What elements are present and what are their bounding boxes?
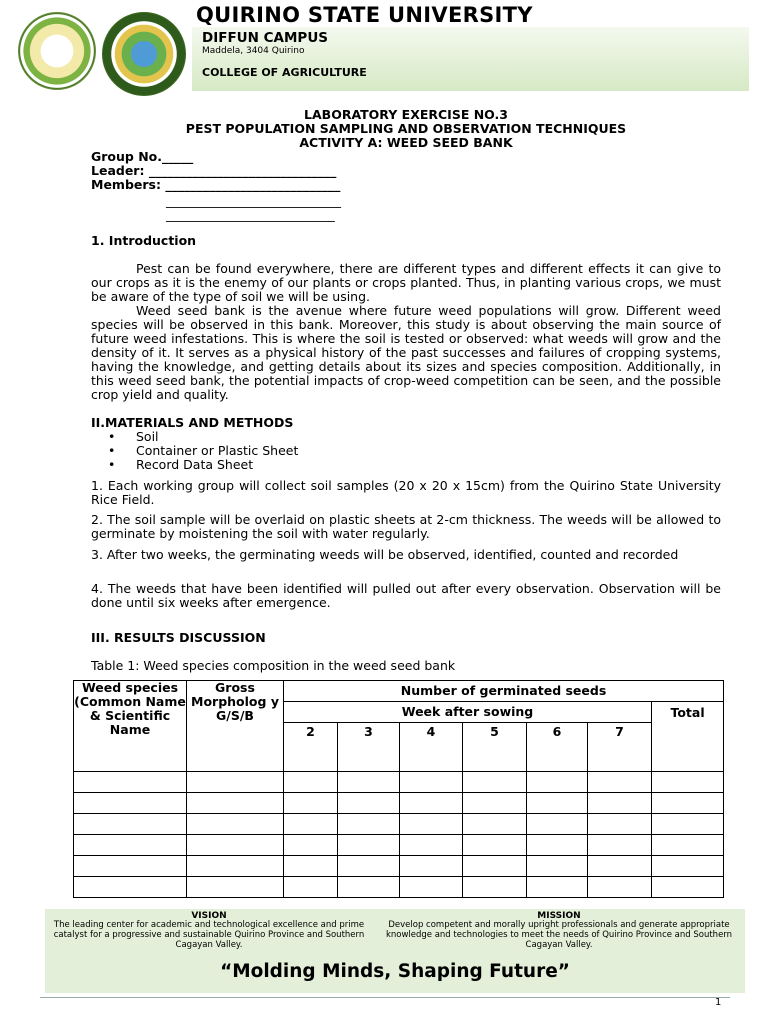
- table-cell[interactable]: [588, 772, 652, 793]
- header-germinated-seeds: Number of germinated seeds: [284, 681, 724, 702]
- table-cell[interactable]: [187, 793, 284, 814]
- college-seal-logo: [102, 12, 186, 96]
- campus-address: Maddela, 3404 Quirino: [202, 46, 305, 56]
- page-number: 1: [715, 997, 722, 1008]
- materials-list-item: • Container or Plastic Sheet: [108, 444, 298, 458]
- exercise-subtitle: PEST POPULATION SAMPLING AND OBSERVATION TECHNIQUES: [185, 121, 627, 136]
- table-cell[interactable]: [74, 835, 187, 856]
- header-week-number: 2: [284, 723, 338, 772]
- activity-title: ACTIVITY A: WEED SEED BANK: [299, 135, 513, 150]
- table-cell[interactable]: [463, 835, 527, 856]
- mission-title: MISSION: [537, 911, 581, 921]
- table-cell[interactable]: [652, 856, 724, 877]
- method-step: 2. The soil sample will be overlaid on plastic sheets at 2-cm thickness. The weeds will be allowed to germinate by moistening the soil with water regularly.: [91, 512, 721, 541]
- table-cell[interactable]: [338, 835, 400, 856]
- table-cell[interactable]: [187, 814, 284, 835]
- table-cell[interactable]: [527, 835, 588, 856]
- table-caption: Table 1: Weed species composition in the weed seed bank: [91, 658, 456, 673]
- footer-divider: [40, 997, 730, 998]
- table-cell[interactable]: [527, 856, 588, 877]
- table-cell[interactable]: [284, 793, 338, 814]
- table-cell[interactable]: [400, 856, 463, 877]
- table-cell[interactable]: [400, 835, 463, 856]
- members-line: Members: ____________________________: [91, 177, 341, 192]
- method-step: 1. Each working group will collect soil samples (20 x 20 x 15cm) from the Quirino State University Rice Field.: [91, 478, 721, 507]
- table-cell[interactable]: [463, 877, 527, 898]
- table-row: [74, 877, 724, 898]
- table-row: [74, 793, 724, 814]
- header-week-after-sowing: Week after sowing: [284, 702, 652, 723]
- campus-name: DIFFUN CAMPUS: [202, 30, 329, 46]
- vision-mission-footer: [45, 909, 745, 993]
- table-cell[interactable]: [187, 877, 284, 898]
- table-cell[interactable]: [463, 856, 527, 877]
- leader-line: Leader: ______________________________: [91, 163, 337, 178]
- method-step: 3. After two weeks, the germinating weeds will be observed, identified, counted and recorded: [91, 547, 679, 562]
- table-cell[interactable]: [74, 772, 187, 793]
- table-cell[interactable]: [463, 793, 527, 814]
- table-cell[interactable]: [588, 814, 652, 835]
- mission-text: Develop competent and morally upright professionals and generate appropriate knowledge and technologies to meet the needs of Quirino Province and Southern Cagayan Valley.: [385, 920, 733, 950]
- vision-title: VISION: [191, 911, 227, 921]
- table-cell[interactable]: [400, 772, 463, 793]
- table-cell[interactable]: [588, 856, 652, 877]
- table-cell[interactable]: [652, 772, 724, 793]
- table-cell[interactable]: [588, 877, 652, 898]
- table-cell[interactable]: [527, 793, 588, 814]
- college-name: COLLEGE OF AGRICULTURE: [202, 66, 367, 79]
- table-cell[interactable]: [74, 814, 187, 835]
- table-cell[interactable]: [400, 793, 463, 814]
- table-cell[interactable]: [652, 835, 724, 856]
- university-name: QUIRINO STATE UNIVERSITY: [196, 3, 533, 27]
- introduction-paragraph: Weed seed bank is the avenue where future weed populations will grow. Different weed species will be observed in this bank. Moreover, this study is about observing the main source of future weed infestations. This is where the soil is tested or observed: what weeds will grow and the density of it. It serves as a physical history of the past successes and failures of cropping systems, having the knowledge, and getting details about its sizes and species composition. Additionally, in this weed seed bank, the potential impacts of crop-weed competition can be seen, and the possible crop yield and quality.: [91, 303, 721, 402]
- table-cell[interactable]: [463, 814, 527, 835]
- results-heading: III. RESULTS DISCUSSION: [91, 630, 266, 645]
- table-cell[interactable]: [187, 772, 284, 793]
- university-motto: “Molding Minds, Shaping Future”: [220, 961, 570, 982]
- table-cell[interactable]: [284, 877, 338, 898]
- table-cell[interactable]: [527, 877, 588, 898]
- table-cell[interactable]: [400, 877, 463, 898]
- table-cell[interactable]: [74, 793, 187, 814]
- table-cell[interactable]: [652, 877, 724, 898]
- table-cell[interactable]: [284, 856, 338, 877]
- materials-list: [108, 430, 298, 472]
- university-seal-logo: [18, 12, 96, 90]
- table-row: [74, 856, 724, 877]
- table-cell[interactable]: [74, 877, 187, 898]
- introduction-paragraph: Pest can be found everywhere, there are different types and different effects it can give to our crops as it is the enemy of our plants or crops planted. Thus, in planting various crops, we must be aware of the type of soil we will be using.: [91, 261, 721, 304]
- materials-list-item: • Soil: [108, 430, 298, 444]
- table-cell[interactable]: [527, 814, 588, 835]
- table-cell[interactable]: [400, 814, 463, 835]
- table-cell[interactable]: [187, 835, 284, 856]
- table-cell[interactable]: [652, 814, 724, 835]
- table-cell[interactable]: [338, 877, 400, 898]
- header-week-number: 3: [338, 723, 400, 772]
- method-step: 4. The weeds that have been identified will pulled out after every observation. Observation will be done until six weeks after emergence.: [91, 581, 721, 610]
- table-cell[interactable]: [74, 856, 187, 877]
- table-cell[interactable]: [338, 856, 400, 877]
- table-cell[interactable]: [284, 835, 338, 856]
- table-cell[interactable]: [187, 856, 284, 877]
- vision-text: The leading center for academic and technological excellence and prime catalyst for a progressive and sustainable Quirino Province and Southern Cagayan Valley.: [53, 920, 365, 950]
- header-week-number: 4: [400, 723, 463, 772]
- materials-heading: II.MATERIALS AND METHODS: [91, 415, 294, 430]
- table-cell[interactable]: [284, 772, 338, 793]
- header-week-number: 6: [527, 723, 588, 772]
- header-total: Total: [652, 702, 724, 772]
- table-cell[interactable]: [463, 772, 527, 793]
- table-cell[interactable]: [527, 772, 588, 793]
- header-gross-morphology: Gross Morpholog y G/S/B: [187, 681, 284, 772]
- table-row: [74, 814, 724, 835]
- weed-species-table: [73, 680, 724, 898]
- materials-list-item: • Record Data Sheet: [108, 458, 298, 472]
- table-row: [74, 835, 724, 856]
- table-cell[interactable]: [588, 793, 652, 814]
- table-cell[interactable]: [338, 793, 400, 814]
- table-cell[interactable]: [338, 814, 400, 835]
- header-week-number: 5: [463, 723, 527, 772]
- table-cell[interactable]: [284, 814, 338, 835]
- members-blank-line: ____________________________: [166, 193, 341, 208]
- group-number-line: Group No._____: [91, 149, 194, 164]
- table-cell[interactable]: [338, 772, 400, 793]
- table-row: [74, 772, 724, 793]
- table-cell[interactable]: [652, 793, 724, 814]
- exercise-title: LABORATORY EXERCISE NO.3: [304, 107, 508, 122]
- header-week-number: 7: [588, 723, 652, 772]
- introduction-heading: 1. Introduction: [91, 233, 197, 248]
- table-cell[interactable]: [588, 835, 652, 856]
- header-weed-species: Weed species (Common Name & Scientific Name: [74, 681, 187, 772]
- members-blank-line: ___________________________: [166, 207, 335, 222]
